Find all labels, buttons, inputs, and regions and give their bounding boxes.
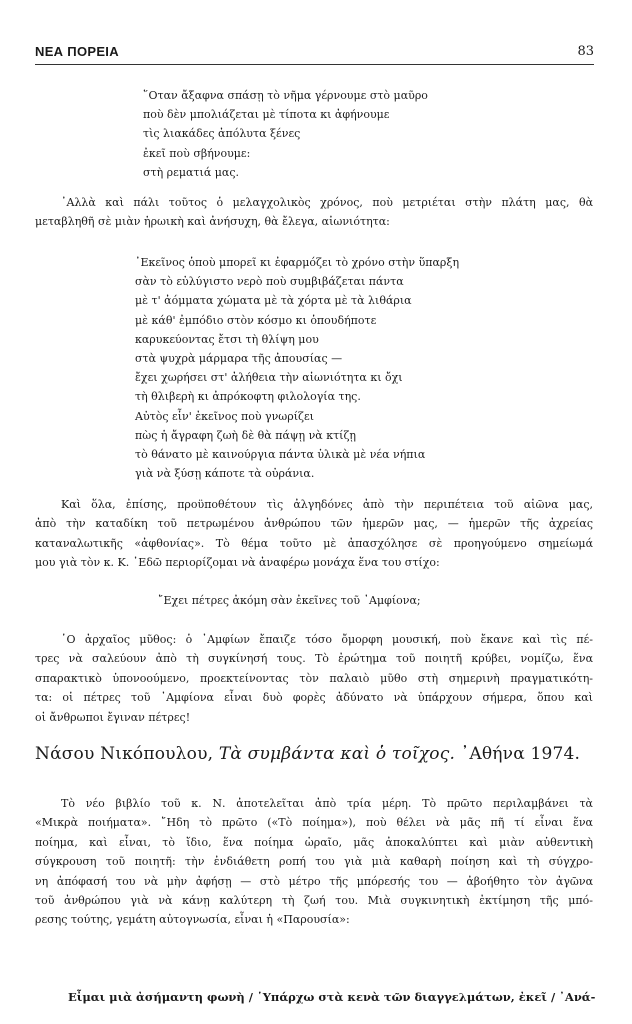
paragraph-3: [35, 630, 593, 727]
poem-line: ῞Οταν ἄξαφνα σπάσῃ τὸ νῆμα γέρνουμε στὸ μαῦρο: [143, 89, 428, 102]
text-line: Καὶ ὅλα, ἐπίσης, προϋποθέτουν τὶς ἀλγηδόνες ἀπὸ τὴν περιπέτεια τοῦ αἰῶνα μας,: [61, 498, 593, 511]
text-line: ρεσης τούτης, γεμάτη αὐτογνωσία, εἶναι ἡ «Παρουσία»:: [35, 913, 350, 927]
text-line: ἀπὸ τὴν καταδίκη τοῦ πετρωμένου ἀνθρώπου τῶν ἡμερῶν μας, — ἡμερῶν τῆς ἀχρείας: [35, 517, 593, 531]
text-line: ᾿Αλλὰ καὶ πάλι τοῦτος ὁ μελαγχολικὸς χρόνος, ποὺ μετριέται στὴν πλάτη μας, θὰ: [61, 196, 593, 209]
poem-line: ἔχει χωρήσει στ' ἀλήθεια τὴν αἰωνιότητα κι ὄχι: [135, 371, 403, 385]
poem-line: τὶς λιακάδες ἀπόλυτα ξένες: [143, 127, 301, 141]
text-line: μεταβληθῆ σὲ μιὰν ἡρωικὴ καὶ ἀνήσυχη, θὰ ἔλεγα, αἰωνιότητα:: [35, 215, 390, 229]
poem-line: στὰ ψυχρὰ μάρμαρα τῆς ἀπουσίας —: [135, 351, 343, 365]
poem-line: μὲ κάθ' ἐμπόδιο στὸν κόσμο κι ὁπουδήποτε: [135, 313, 377, 327]
text-line: «Μικρὰ ποιήματα». ῎Ηδη τὸ πρῶτο («Τὸ ποίημα»), ποὺ θέλει νὰ μᾶς πῆ τί εἶναι ἕνα: [35, 816, 593, 830]
running-header: [35, 42, 594, 65]
poem-line: μὲ τ' ἀόμματα χώματα μὲ τὰ χόρτα μὲ τὰ λιθάρια: [135, 294, 412, 308]
poem-line: τὸ θάνατο μὲ καινούργια πάντα ὑλικὰ μὲ νέα νήπια: [135, 447, 426, 461]
paragraph-1: [35, 193, 593, 232]
poem-line: στὴ ρεματιά μας.: [143, 165, 239, 179]
review-book-title: Τὰ συμβάντα καὶ ὁ τοῖχος.: [218, 744, 456, 764]
poem-line: γιὰ νὰ ξύσῃ κάποτε τὰ οὐράνια.: [135, 467, 315, 481]
quoted-poem-line: Εἶμαι μιὰ ἀσήμαντη φωνὴ / ῾Υπάρχω στὰ κενὰ τῶν διαγγελμάτων, ἐκεῖ / ᾿Ανά-: [68, 990, 596, 1004]
text-line: καταναλωτικῆς «ἀφθονίας». Τὸ θέμα τοῦτο μὲ ἀπασχόλησε σὲ προηγούμενο σημείωμά: [35, 536, 593, 550]
text-line: οἱ ἄνθρωποι ἔγιναν πέτρες!: [35, 710, 191, 724]
paragraph-4: [35, 794, 593, 930]
text-line: σύγκρουση τοῦ ποιητῆ: τὴν ἐνδιάθετη ροπή του γιὰ μιὰ καθαρὴ ποίηση καὶ τὴ σύγχρο-: [35, 855, 593, 869]
paragraph-2: [35, 495, 593, 573]
review-heading: [35, 744, 580, 764]
poem-line: ᾿Εκεῖνος ὁποὺ μπορεῖ κι ἐφαρμόζει τὸ χρόνο στὴν ὕπαρξη: [135, 256, 460, 269]
text-line: Τὸ νέο βιβλίο τοῦ κ. Ν. ἀποτελεῖται ἀπὸ τρία μέρη. Τὸ πρῶτο περιλαμβάνει τὰ: [61, 797, 593, 810]
journal-title: ΝΕΑ ΠΟΡΕΙΑ: [35, 44, 119, 59]
page-number: 83: [577, 44, 594, 59]
poem-line: πὼς ἡ ἄγραφη ζωὴ δὲ θὰ πάψῃ νὰ κτίζῃ: [135, 428, 357, 442]
poem-line: ποὺ δὲν μπολιάζεται μὲ τίποτα κι ἀφήνουμε: [143, 108, 390, 122]
text-line: ποίημα, καὶ εἶναι, τὸ ἴδιο, ἕνα ποίημα ὡραῖο, μᾶς ἀποκαλύπτει καὶ μιὰν αὐθεντικὴ: [35, 835, 593, 849]
quoted-verse: ῎Εχει πέτρες ἀκόμη σὰν ἐκεῖνες τοῦ ᾿Αμφίονα;: [158, 594, 421, 607]
poem-line: καρυκεύοντας ἔτσι τὴ θλίψη μου: [135, 332, 319, 346]
poem-line: σὰν τὸ εὐλύγιστο νερὸ ποὺ συμβιβάζεται πάντα: [135, 275, 404, 289]
review-place-year: ᾿Αθήνα 1974.: [455, 744, 581, 764]
text-line: τοῦ ἀνθρώπου γιὰ νὰ κάνῃ καλύτερη τὴ ζωή του. Μιὰ συγκινητικὴ ἐκτίμηση τῆς μπό-: [35, 893, 593, 907]
poem-line: τὴ θλιβερὴ κι ἀπρόκοφτη φιλολογία της.: [135, 390, 361, 404]
review-author: Νάσου Νικόπουλου,: [35, 744, 219, 764]
text-line: σπαρακτικὸ ὑπονοούμενο, προεκτείνοντας τὸν παλαιὸ μῦθο στὴ σημερινὴ πραγματικότη-: [35, 671, 593, 685]
poem-line: Αὐτὸς εἶν' ἐκεῖνος ποὺ γνωρίζει: [135, 409, 314, 423]
text-line: τα: οἱ πέτρες τοῦ ᾿Αμφίονα εἶναι δυὸ φορὲς ἀδύνατο νὰ ὑπάρχουν σήμερα, ὅπου καὶ: [35, 691, 593, 705]
text-line: νη ἀπόφασή του νὰ μὴν ἀφήσῃ — στὸ μέτρο τῆς μπόρεσής του — ἀβοήθητο τὸν ἀγῶνα: [35, 874, 593, 888]
text-line: ῾Ο ἀρχαῖος μῦθος: ὁ ᾿Αμφίων ἔπαιζε τόσο ὄμορφη μουσική, ποὺ ἔκανε καὶ τὶς πέ-: [61, 633, 593, 646]
poem-line: ἐκεῖ ποὺ σβήνουμε:: [143, 146, 251, 160]
poem-stanza-2: [135, 253, 459, 483]
poem-stanza-1: [143, 86, 428, 182]
text-line: τρες νὰ σαλεύουν ἀπὸ τὴ συγκίνησή τους. Τὸ ἐρώτημα τοῦ ποιητῆ κρύβει, νομίζω, ἕνα: [35, 652, 593, 666]
text-line: μου γιὰ τὸν κ. Κ. ᾿Εδῶ περιορίζομαι νὰ ἀναφέρω μονάχα ἕνα του στίχο:: [35, 556, 440, 570]
